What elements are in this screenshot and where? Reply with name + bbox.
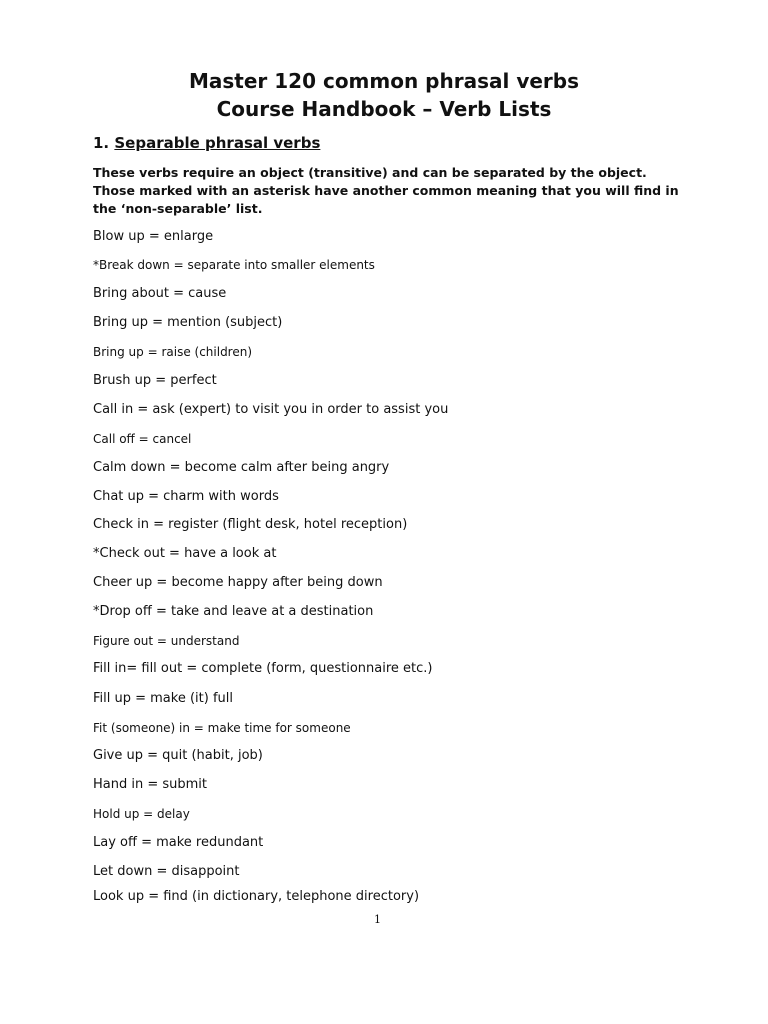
verb-entry: Bring up = mention (subject) [93, 315, 283, 330]
verb-entry: Chat up = charm with words [93, 489, 279, 504]
verb-entry: Call in = ask (expert) to visit you in order to assist you [93, 402, 449, 417]
section-number: 1. [93, 134, 110, 152]
verb-entry: Fit (someone) in = make time for someone [93, 721, 351, 735]
verb-entry: Bring up = raise (children) [93, 345, 253, 359]
section-title: Separable phrasal verbs [114, 134, 321, 152]
verb-entry: Brush up = perfect [93, 373, 217, 388]
section-intro: These verbs require an object (transitive) and can be separated by the object. Those marked with an asterisk have another common meaning that you will find in the ‘non-separable’ list. [93, 165, 679, 216]
verb-entry: Hold up = delay [93, 807, 190, 821]
section-heading [93, 133, 320, 153]
verb-entry: *Drop off = take and leave at a destination [93, 604, 374, 619]
verb-entry: Call off = cancel [93, 432, 192, 446]
verb-entry: *Check out = have a look at [93, 546, 277, 561]
verb-entry: Cheer up = become happy after being down [93, 575, 383, 590]
verb-entry: Fill up = make (it) full [93, 691, 233, 706]
verb-entry: Blow up = enlarge [93, 229, 214, 244]
document-title: Master 120 common phrasal verbs [189, 69, 579, 93]
verb-entry: Look up = find (in dictionary, telephone directory) [93, 889, 420, 904]
verb-entry: Let down = disappoint [93, 864, 240, 879]
document-subtitle: Course Handbook – Verb Lists [216, 97, 552, 121]
verb-entry: Give up = quit (habit, job) [93, 748, 263, 763]
verb-entry: Calm down = become calm after being angry [93, 460, 390, 475]
verb-entry: *Break down = separate into smaller elements [93, 258, 375, 272]
verb-entry: Hand in = submit [93, 777, 208, 792]
verb-entry: Fill in= fill out = complete (form, questionnaire etc.) [93, 661, 433, 676]
page-number: 1 [374, 913, 381, 926]
verb-entry: Check in = register (flight desk, hotel reception) [93, 517, 408, 532]
verb-entry: Figure out = understand [93, 634, 240, 648]
verb-entry: Bring about = cause [93, 286, 227, 301]
verb-entry: Lay off = make redundant [93, 835, 264, 850]
